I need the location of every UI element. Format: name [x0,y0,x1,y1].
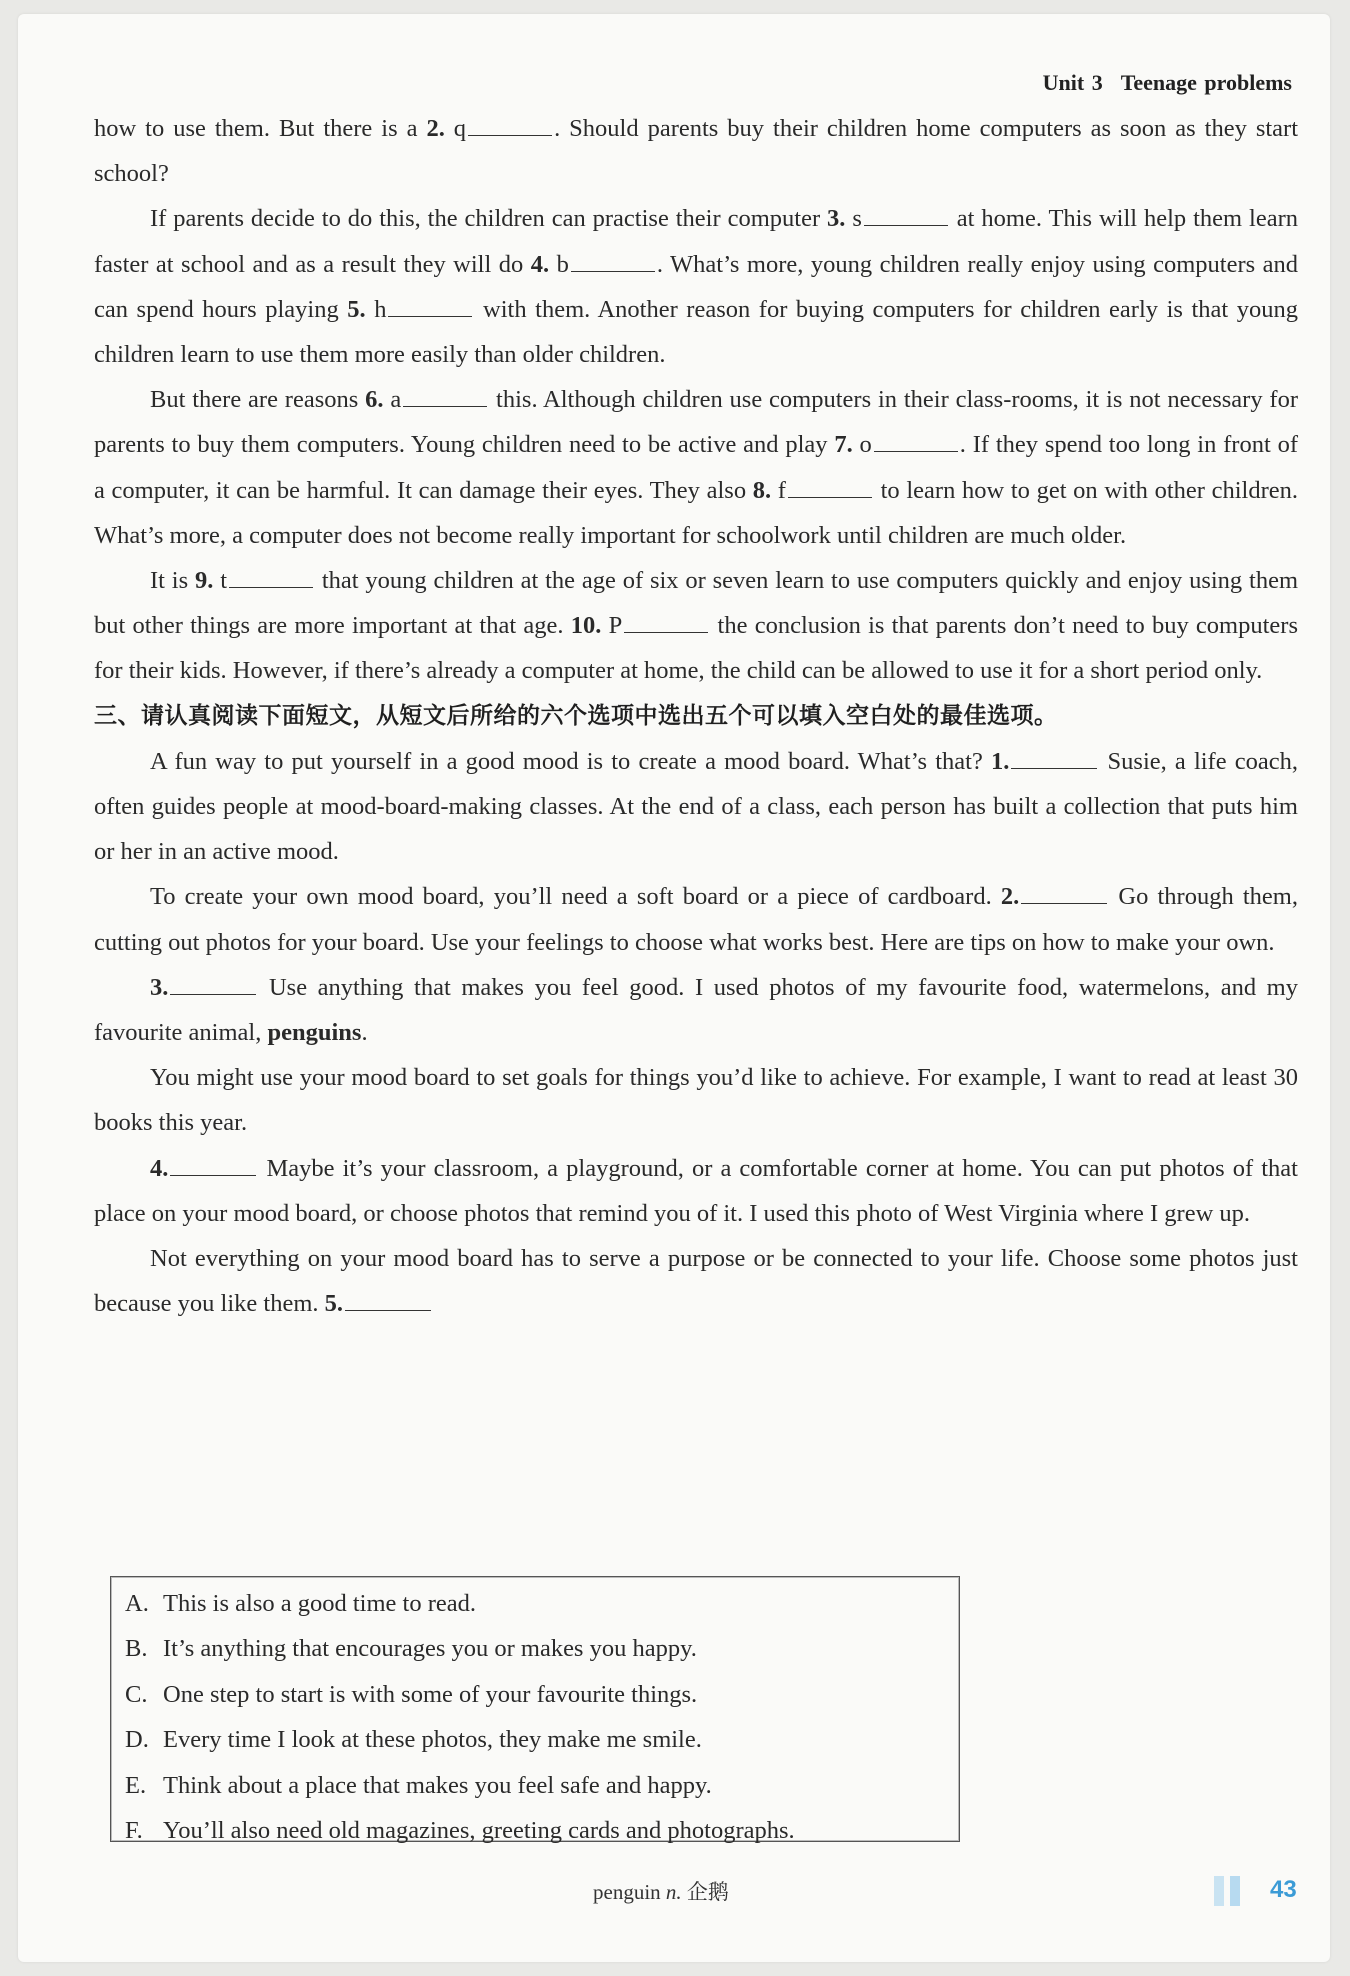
footnote-part-of-speech: n. [665,1880,682,1904]
passage2-paragraph-4: You might use your mood board to set goals for things you’d like to achieve. For example, I want to read at least 30 books this year. [94,1064,1298,1137]
option-letter: B. [125,1635,148,1663]
answer-blank-9[interactable] [229,565,313,588]
option-letter: F. [125,1817,143,1845]
worksheet-page [18,14,1330,1962]
blank-letter: b [549,250,569,278]
option-text: This is also a good time to read. [163,1590,476,1617]
content [94,106,1298,1326]
answer-gap-3[interactable] [170,972,256,995]
option-letter: A. [125,1590,149,1617]
option-letter: E. [125,1771,147,1799]
answer-gap-1[interactable] [1011,746,1097,769]
vocabulary-footnote [593,1876,729,1906]
answer-blank-7[interactable] [874,429,958,452]
blank-number-4: 4. [530,250,550,278]
answer-blank-6[interactable] [403,384,487,407]
answer-blank-5[interactable] [388,294,472,317]
edge-mark [1214,1876,1224,1906]
passage1-paragraph-4: It is 9. t that young children at the age of six or seven learn to use computers quickly and enjoy using them but other things are more important at that age. 10. P the conclusion is that parents don’t need to buy computers for their kids. However, if there’s already a computer at home, the child can be allowed to use it for a short period only. [94,567,1298,685]
unit-title: Teenage problems [1120,70,1292,95]
footnote-meaning: 企鹅 [686,1880,729,1904]
passage2-paragraph-5: 4. Maybe it’s your classroom, a playground, or a comfortable corner at home. You can put photos of that place on your mood board, or choose photos that remind you of it. I used this photo of West Virginia where I grew up. [94,1154,1298,1227]
option-d[interactable] [125,1717,959,1762]
blank-letter: s [845,205,862,233]
page-number: 43 [1270,1876,1297,1903]
blank-letter: q [444,115,467,142]
option-text: You’ll also need old magazines, greeting cards and photographs. [163,1817,795,1845]
gap-number-3: 3. [150,973,169,1001]
blank-number-10: 10. [570,612,602,640]
blank-number-8: 8. [752,476,772,504]
blank-letter: P [601,612,623,640]
blank-number-6: 6. [365,386,384,414]
passage2-paragraph-2: To create your own mood board, you’ll need a soft board or a piece of cardboard. 2. Go through them, cutting out photos for your board. Use your feelings to choose what works best. Here are tips on how to make your own. [94,883,1298,956]
gap-number-5: 5. [324,1290,344,1318]
options-box [110,1576,960,1845]
running-header [1043,70,1292,96]
section-3-instruction: 三、请认真阅读下面短文，从短文后所给的六个选项中选出五个可以填入空白处的最佳选项。 [94,702,1058,729]
answer-blank-4[interactable] [571,249,655,272]
passage1-paragraph-3: But there are reasons 6. a this. Although children use computers in their class-rooms, it is not necessary for parents to buy them computers. Young children need to be active and play 7. o . If they spend too long in front of a computer, it can be harmful. It can damage their eyes. They also 8. f to learn how to get on with other children. What’s more, a computer does not become really important for schoolwork until children are much older. [94,386,1298,549]
answer-gap-2[interactable] [1021,881,1107,904]
blank-number-2: 2. [426,115,445,142]
gap-number-1: 1. [991,747,1010,775]
passage1-paragraph-2: If parents decide to do this, the children can practise their computer 3. s at home. This will help them learn faster at school and as a result they will do 4. b . What’s more, young children really enjoy using computers and can spend hours playing 5. h with them. Another reason for buying computers for children early is that young children learn to use them more easily than older children. [94,205,1299,369]
option-text: It’s anything that encourages you or makes you happy. [163,1635,697,1663]
blank-letter: t [213,567,227,595]
gap-number-4: 4. [150,1154,169,1182]
passage1-paragraph-1: how to use them. But there is a 2. q . Should parents buy their children home computers as soon as they start school? [94,115,1298,188]
glossed-word: penguins [267,1019,362,1047]
option-letter: D. [125,1726,149,1754]
page-edge-marks [1214,1876,1240,1906]
answer-gap-4[interactable] [170,1153,256,1176]
unit-label: Unit 3 [1042,70,1103,95]
answer-blank-10[interactable] [624,610,708,633]
footnote-word: penguin [593,1880,661,1904]
answer-gap-5[interactable] [345,1288,431,1311]
option-text: Every time I look at these photos, they make me smile. [163,1726,702,1754]
option-text: One step to start is with some of your favourite things. [163,1680,698,1708]
passage2-paragraph-3: 3. Use anything that makes you feel good. I used photos of my favourite food, watermelons, and my favourite animal, penguins. [94,973,1298,1047]
answer-blank-2[interactable] [468,113,552,136]
blank-number-7: 7. [834,431,853,459]
blank-letter: a [383,386,402,414]
gap-number-2: 2. [1000,883,1020,911]
blank-letter: f [771,476,786,504]
blank-number-3: 3. [827,205,846,233]
option-text: Think about a place that makes you feel safe and happy. [163,1771,712,1799]
blank-letter: h [365,295,387,323]
option-c[interactable] [125,1672,959,1717]
edge-mark [1230,1876,1240,1906]
blank-letter: o [852,431,872,459]
option-e[interactable] [125,1763,959,1808]
passage2-paragraph-1: A fun way to put yourself in a good mood is to create a mood board. What’s that? 1. Susie, a life coach, often guides people at mood-board-making classes. At the end of a class, each person has built a collection that puts him or her in an active mood. [94,747,1298,866]
answer-blank-8[interactable] [788,475,872,498]
blank-number-9: 9. [194,567,214,595]
blank-number-5: 5. [347,295,366,323]
option-f[interactable] [125,1808,959,1853]
answer-blank-3[interactable] [864,203,948,226]
passage2-paragraph-6: Not everything on your mood board has to serve a purpose or be connected to your life. Choose some photos just because you like them. 5. [94,1245,1298,1318]
option-a[interactable] [125,1581,959,1626]
option-b[interactable] [125,1626,959,1671]
option-letter: C. [125,1680,148,1708]
